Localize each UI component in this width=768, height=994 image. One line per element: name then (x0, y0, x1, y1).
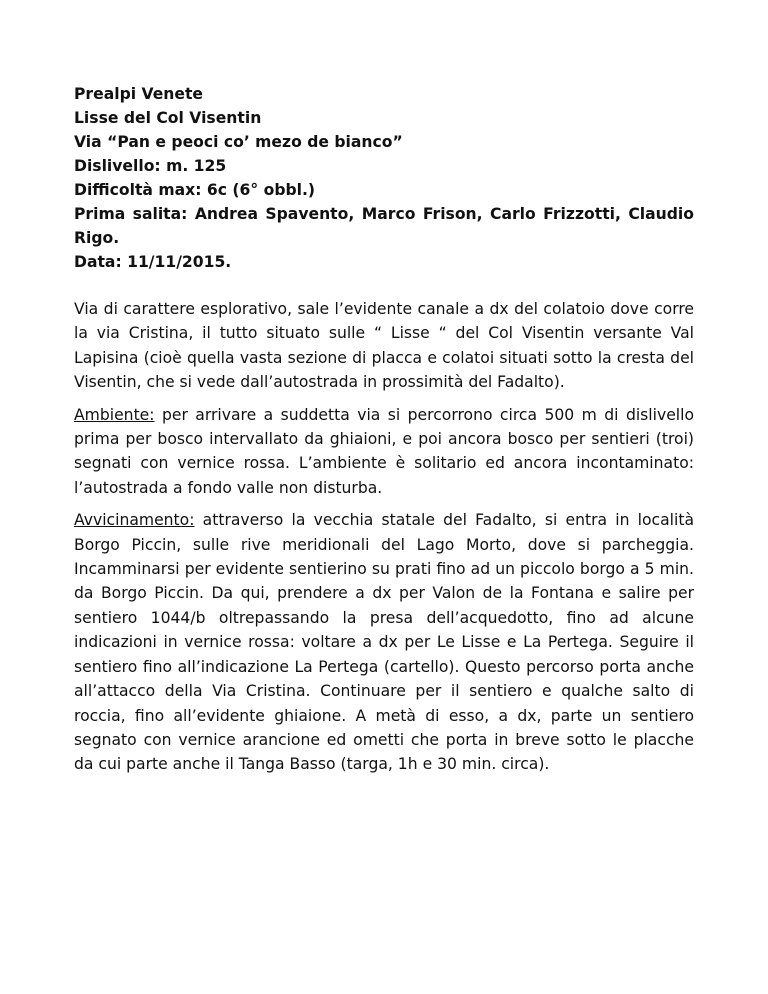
route-name: Via “Pan e peoci co’ mezo de bianco” (74, 133, 403, 151)
elevation-info: Dislivello: m. 125 (74, 157, 227, 175)
date-info: Data: 11/11/2015. (74, 253, 232, 271)
section-spacer (74, 274, 694, 297)
document-page (74, 82, 694, 785)
ambiente-label: Ambiente: (74, 405, 155, 424)
avvicinamento-paragraph (74, 508, 694, 776)
avvicinamento-label: Avvicinamento: (74, 511, 195, 530)
difficulty-info: Difficoltà max: 6c (6° obbl.) (74, 181, 316, 199)
area-heading: Lisse del Col Visentin (74, 109, 262, 127)
first-ascent-info: Prima salita: Andrea Spavento, Marco Frison, Carlo Frizzotti, Claudio Rigo. (74, 205, 694, 247)
intro-paragraph: Via di carattere esplorativo, sale l’evidente canale a dx del colatoio dove corre la via Cristina, il tutto situato sulle “ Lisse “ del Col Visentin versante Val Lapisina (cioè quella vasta sezione di placca e colatoi situati sotto la cresta del Visentin, che si vede dall’autostrada in prossimità del Fadalto). (74, 300, 694, 392)
avvicinamento-text: attraverso la vecchia statale del Fadalto, si entra in località Borgo Piccin, sulle rive meridionali del Lago Morto, dove si parcheggia. Incamminarsi per evidente sentierino su prati fino ad un piccolo borgo a 5 min. da Borgo Piccin. Da qui, prendere a dx per Valon de la Fontana e salire per sentiero 1044/b oltrepassando la presa dell’acquedotto, fino ad alcune indicazioni in vernice rossa: voltare a dx per Le Lisse e La Pertega. Seguire il sentiero fino all’indicazione La Pertega (cartello). Questo percorso porta anche all’attacco della Via Cristina. Continuare per il sentiero e qualche salto di roccia, fino all’evidente ghiaione. A metà di esso, a dx, parte un sentiero segnato con vernice arancione ed ometti che porta in breve sotto le placche da cui parte anche il Tanga Basso (targa, 1h e 30 min. circa). (74, 511, 694, 774)
ambiente-paragraph (74, 403, 694, 501)
region-heading: Prealpi Venete (74, 85, 203, 103)
ambiente-text: per arrivare a suddetta via si percorrono circa 500 m di dislivello prima per bosco intervallato da ghiaioni, e poi ancora bosco per sentieri (troi) segnati con vernice rossa. L’ambiente è solitario ed ancora incontaminato: l’autostrada a fondo valle non disturba. (74, 405, 694, 497)
